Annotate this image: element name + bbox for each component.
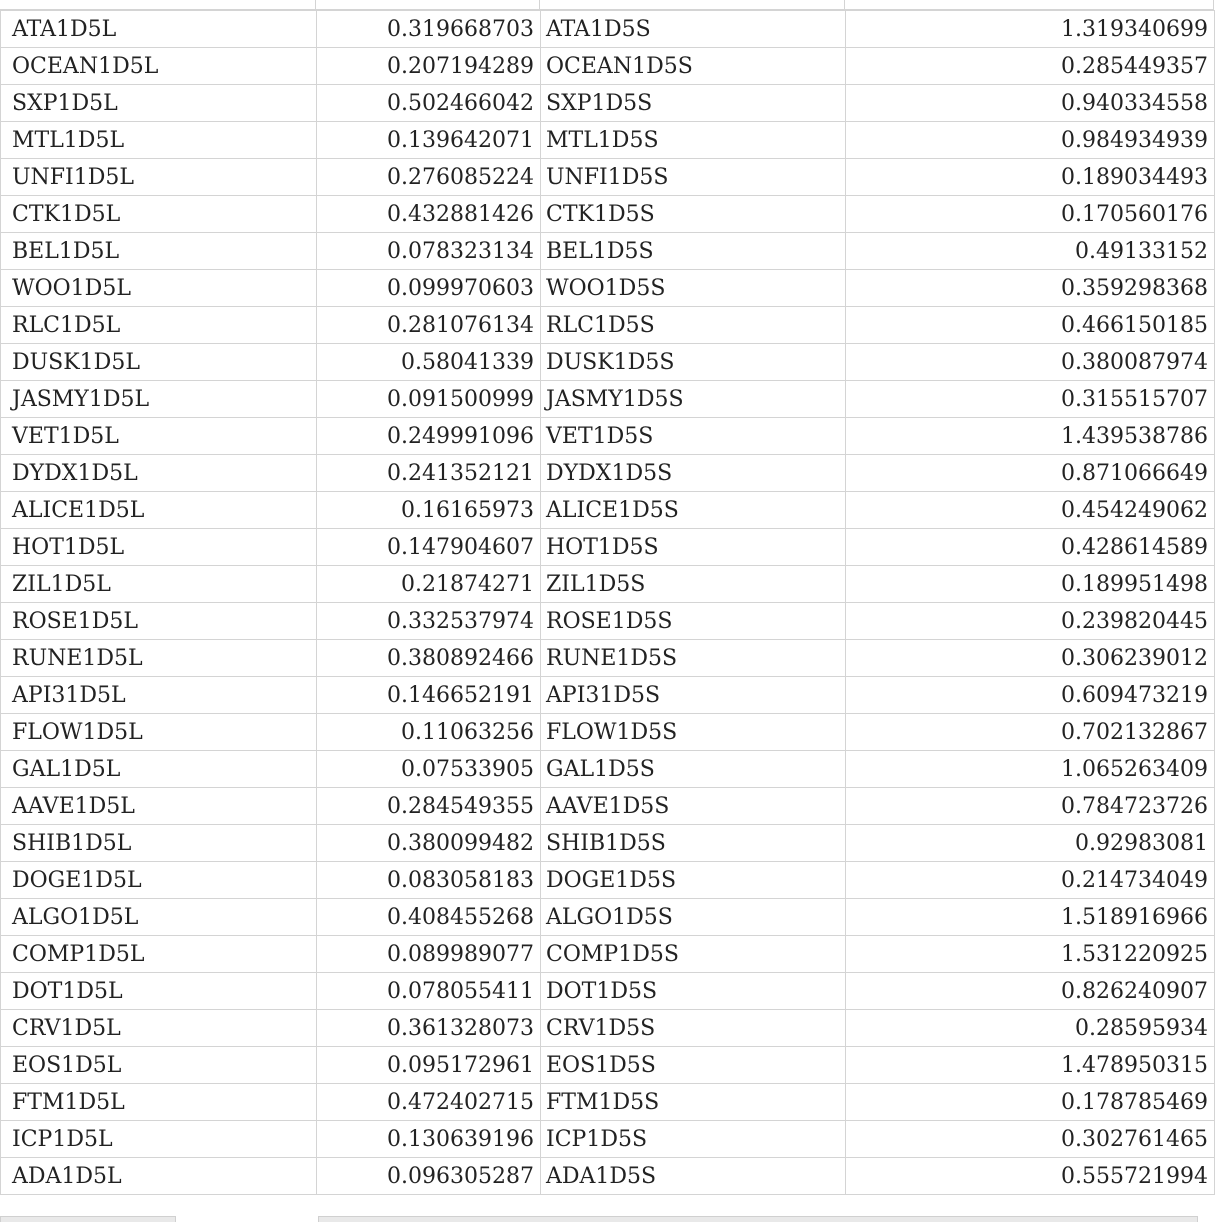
cell-short-value[interactable]: 1.478950315 [846, 1047, 1215, 1084]
cell-short-value[interactable]: 0.984934939 [846, 122, 1215, 159]
cell-long-value[interactable]: 0.241352121 [317, 455, 541, 492]
cell-long-name[interactable]: ALGO1D5L [1, 899, 317, 936]
table-row [1, 233, 1215, 270]
cell-long-name[interactable]: ALICE1D5L [1, 492, 317, 529]
cell-long-name[interactable]: FTM1D5L [1, 1084, 317, 1121]
cell-long-name[interactable]: ZIL1D5L [1, 566, 317, 603]
cell-long-value[interactable]: 0.099970603 [317, 270, 541, 307]
cell-short-name[interactable]: DYDX1D5S [541, 455, 846, 492]
cell-short-name[interactable]: DUSK1D5S [541, 344, 846, 381]
cell-long-name[interactable]: HOT1D5L [1, 529, 317, 566]
table-row [1, 11, 1215, 48]
table-row [1, 899, 1215, 936]
cell-short-value[interactable]: 1.319340699 [846, 11, 1215, 48]
table-row [1, 307, 1215, 344]
cell-short-name[interactable]: ZIL1D5S [541, 566, 846, 603]
sheet-tab-scrollbar[interactable] [0, 1216, 176, 1222]
data-table [0, 10, 1215, 1195]
cell-long-value[interactable]: 0.249991096 [317, 418, 541, 455]
cell-short-name[interactable]: UNFI1D5S [541, 159, 846, 196]
cell-long-value[interactable]: 0.281076134 [317, 307, 541, 344]
cell-short-value[interactable]: 1.439538786 [846, 418, 1215, 455]
cell-long-value[interactable]: 0.095172961 [317, 1047, 541, 1084]
cell-short-value[interactable]: 0.302761465 [846, 1121, 1215, 1158]
cell-short-name[interactable]: AAVE1D5S [541, 788, 846, 825]
cell-short-name[interactable]: JASMY1D5S [541, 381, 846, 418]
cell-short-value[interactable]: 0.466150185 [846, 307, 1215, 344]
table-row [1, 566, 1215, 603]
table-row [1, 48, 1215, 85]
table-row [1, 936, 1215, 973]
cell-long-value[interactable]: 0.58041339 [317, 344, 541, 381]
cell-long-value[interactable]: 0.096305287 [317, 1158, 541, 1195]
cell-short-name[interactable]: FLOW1D5S [541, 714, 846, 751]
cell-short-name[interactable]: RUNE1D5S [541, 640, 846, 677]
cell-long-value[interactable]: 0.139642071 [317, 122, 541, 159]
cell-long-value[interactable]: 0.276085224 [317, 159, 541, 196]
table-row [1, 862, 1215, 899]
cell-long-value[interactable]: 0.130639196 [317, 1121, 541, 1158]
cell-long-value[interactable]: 0.07533905 [317, 751, 541, 788]
cell-short-name[interactable]: DOGE1D5S [541, 862, 846, 899]
cell-long-name[interactable]: SXP1D5L [1, 85, 317, 122]
cell-short-value[interactable]: 0.454249062 [846, 492, 1215, 529]
cell-short-value[interactable]: 0.871066649 [846, 455, 1215, 492]
table-row [1, 196, 1215, 233]
table-row [1, 640, 1215, 677]
cell-long-name[interactable]: ROSE1D5L [1, 603, 317, 640]
cell-short-name[interactable]: GAL1D5S [541, 751, 846, 788]
table-row [1, 751, 1215, 788]
table-row [1, 529, 1215, 566]
cell-short-name[interactable]: ROSE1D5S [541, 603, 846, 640]
cell-long-name[interactable]: DOGE1D5L [1, 862, 317, 899]
cell-short-name[interactable]: RLC1D5S [541, 307, 846, 344]
cell-long-value[interactable]: 0.284549355 [317, 788, 541, 825]
cell-long-name[interactable]: DOT1D5L [1, 973, 317, 1010]
cell-long-name[interactable]: GAL1D5L [1, 751, 317, 788]
cell-short-value[interactable]: 0.940334558 [846, 85, 1215, 122]
cell-short-value[interactable]: 1.518916966 [846, 899, 1215, 936]
cell-long-name[interactable]: CTK1D5L [1, 196, 317, 233]
cell-long-name[interactable]: RLC1D5L [1, 307, 317, 344]
cell-short-value[interactable]: 0.609473219 [846, 677, 1215, 714]
cell-short-name[interactable]: CRV1D5S [541, 1010, 846, 1047]
cell-short-value[interactable]: 0.239820445 [846, 603, 1215, 640]
table-row [1, 122, 1215, 159]
cell-long-value[interactable]: 0.083058183 [317, 862, 541, 899]
cell-short-name[interactable]: FTM1D5S [541, 1084, 846, 1121]
cell-short-value[interactable]: 1.531220925 [846, 936, 1215, 973]
cell-short-name[interactable]: OCEAN1D5S [541, 48, 846, 85]
cell-long-value[interactable]: 0.332537974 [317, 603, 541, 640]
table-row [1, 1010, 1215, 1047]
cell-short-name[interactable]: EOS1D5S [541, 1047, 846, 1084]
cell-short-value[interactable]: 0.380087974 [846, 344, 1215, 381]
cell-long-name[interactable]: RUNE1D5L [1, 640, 317, 677]
cell-short-value[interactable]: 0.826240907 [846, 973, 1215, 1010]
cell-short-name[interactable]: CTK1D5S [541, 196, 846, 233]
table-row [1, 418, 1215, 455]
cell-long-name[interactable]: OCEAN1D5L [1, 48, 317, 85]
cell-long-name[interactable]: COMP1D5L [1, 936, 317, 973]
cell-long-value[interactable]: 0.089989077 [317, 936, 541, 973]
cell-long-name[interactable]: DUSK1D5L [1, 344, 317, 381]
cell-short-name[interactable]: BEL1D5S [541, 233, 846, 270]
cell-short-name[interactable]: SHIB1D5S [541, 825, 846, 862]
cell-short-value[interactable]: 0.784723726 [846, 788, 1215, 825]
cell-long-name[interactable]: SHIB1D5L [1, 825, 317, 862]
cell-short-name[interactable]: SXP1D5S [541, 85, 846, 122]
cell-short-name[interactable]: ALGO1D5S [541, 899, 846, 936]
table-row [1, 1084, 1215, 1121]
cell-long-value[interactable]: 0.11063256 [317, 714, 541, 751]
cell-short-value[interactable]: 0.92983081 [846, 825, 1215, 862]
cell-long-name[interactable]: DYDX1D5L [1, 455, 317, 492]
table-row [1, 344, 1215, 381]
cell-long-value[interactable]: 0.21874271 [317, 566, 541, 603]
cell-short-name[interactable]: API31D5S [541, 677, 846, 714]
cell-long-value[interactable]: 0.078323134 [317, 233, 541, 270]
cell-long-name[interactable]: VET1D5L [1, 418, 317, 455]
cell-short-value[interactable]: 0.306239012 [846, 640, 1215, 677]
table-row [1, 677, 1215, 714]
cell-short-value[interactable]: 0.189034493 [846, 159, 1215, 196]
table-row [1, 381, 1215, 418]
table-row [1, 788, 1215, 825]
cell-long-name[interactable]: UNFI1D5L [1, 159, 317, 196]
cell-short-name[interactable]: ATA1D5S [541, 11, 846, 48]
cell-long-value[interactable]: 0.432881426 [317, 196, 541, 233]
cell-long-value[interactable]: 0.16165973 [317, 492, 541, 529]
table-row [1, 85, 1215, 122]
cell-long-value[interactable]: 0.408455268 [317, 899, 541, 936]
table-body [1, 11, 1215, 1195]
cell-long-name[interactable]: BEL1D5L [1, 233, 317, 270]
cell-long-name[interactable]: ICP1D5L [1, 1121, 317, 1158]
cell-long-name[interactable]: MTL1D5L [1, 122, 317, 159]
cell-short-value[interactable]: 0.214734049 [846, 862, 1215, 899]
cell-long-value[interactable]: 0.319668703 [317, 11, 541, 48]
cell-short-name[interactable]: VET1D5S [541, 418, 846, 455]
table-row [1, 603, 1215, 640]
cell-long-value[interactable]: 0.147904607 [317, 529, 541, 566]
cell-short-value[interactable]: 0.178785469 [846, 1084, 1215, 1121]
cell-long-value[interactable]: 0.502466042 [317, 85, 541, 122]
previous-row-strip [0, 0, 1214, 10]
cell-long-value[interactable]: 0.091500999 [317, 381, 541, 418]
table-row [1, 1158, 1215, 1195]
cell-short-value[interactable]: 0.555721994 [846, 1158, 1215, 1195]
cell-long-value[interactable]: 0.361328073 [317, 1010, 541, 1047]
cell-short-value[interactable]: 0.428614589 [846, 529, 1215, 566]
cell-long-name[interactable]: AAVE1D5L [1, 788, 317, 825]
cell-long-name[interactable]: ADA1D5L [1, 1158, 317, 1195]
cell-short-name[interactable]: ALICE1D5S [541, 492, 846, 529]
table-row [1, 492, 1215, 529]
cell-short-name[interactable]: COMP1D5S [541, 936, 846, 973]
cell-short-name[interactable]: HOT1D5S [541, 529, 846, 566]
table-row [1, 270, 1215, 307]
cell-short-value[interactable]: 0.702132867 [846, 714, 1215, 751]
cell-long-value[interactable]: 0.146652191 [317, 677, 541, 714]
cell-short-value[interactable]: 0.285449357 [846, 48, 1215, 85]
cell-long-name[interactable]: ATA1D5L [1, 11, 317, 48]
cell-long-value[interactable]: 0.078055411 [317, 973, 541, 1010]
table-row [1, 159, 1215, 196]
table-row [1, 1047, 1215, 1084]
cell-short-value[interactable]: 0.170560176 [846, 196, 1215, 233]
cell-short-name[interactable]: ADA1D5S [541, 1158, 846, 1195]
table-row [1, 825, 1215, 862]
cell-short-value[interactable]: 0.359298368 [846, 270, 1215, 307]
cell-long-name[interactable]: WOO1D5L [1, 270, 317, 307]
cell-long-value[interactable]: 0.380892466 [317, 640, 541, 677]
cell-short-name[interactable]: DOT1D5S [541, 973, 846, 1010]
cell-long-value[interactable]: 0.380099482 [317, 825, 541, 862]
cell-short-value[interactable]: 1.065263409 [846, 751, 1215, 788]
table-row [1, 455, 1215, 492]
cell-short-value[interactable]: 0.189951498 [846, 566, 1215, 603]
cell-short-name[interactable]: MTL1D5S [541, 122, 846, 159]
cell-long-name[interactable]: JASMY1D5L [1, 381, 317, 418]
cell-long-name[interactable]: CRV1D5L [1, 1010, 317, 1047]
cell-short-value[interactable]: 0.28595934 [846, 1010, 1215, 1047]
table-row [1, 714, 1215, 751]
cell-long-name[interactable]: EOS1D5L [1, 1047, 317, 1084]
horizontal-scrollbar[interactable] [318, 1216, 1198, 1222]
cell-short-name[interactable]: WOO1D5S [541, 270, 846, 307]
table-row [1, 973, 1215, 1010]
cell-short-name[interactable]: ICP1D5S [541, 1121, 846, 1158]
cell-short-value[interactable]: 0.49133152 [846, 233, 1215, 270]
table-row [1, 1121, 1215, 1158]
cell-short-value[interactable]: 0.315515707 [846, 381, 1215, 418]
cell-long-value[interactable]: 0.472402715 [317, 1084, 541, 1121]
cell-long-name[interactable]: FLOW1D5L [1, 714, 317, 751]
cell-long-name[interactable]: API31D5L [1, 677, 317, 714]
cell-long-value[interactable]: 0.207194289 [317, 48, 541, 85]
